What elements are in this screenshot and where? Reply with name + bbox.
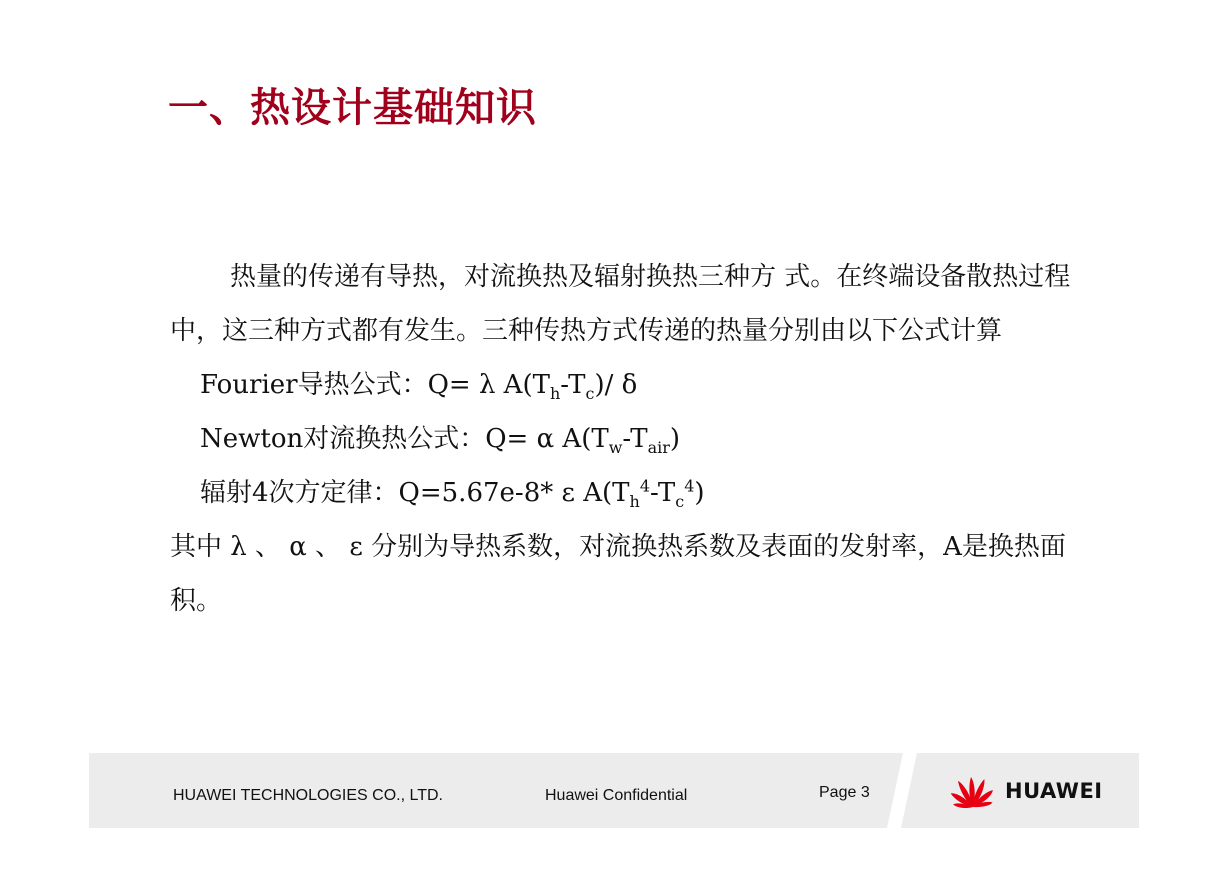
newton-prefix: Newton对流换热公式：Q= α A(T (200, 424, 609, 454)
intro-paragraph: 热量的传递有导热，对流换热及辐射换热三种方 式。在终端设备散热过程中，这三种方式都有发生。三种传热方式传递的热量分别由以下公式计算 (170, 262, 1071, 346)
newton-sub-w: w (608, 438, 623, 458)
radiation-mid: -T (650, 478, 676, 508)
radiation-sub-h: h (629, 492, 640, 512)
radiation-sub-c: c (675, 492, 685, 512)
fourier-suffix: )/ δ (594, 370, 638, 400)
fourier-sub-h: h (549, 384, 561, 404)
huawei-logo (949, 773, 1103, 809)
newton-formula (170, 412, 1090, 466)
footer-company: HUAWEI TECHNOLOGIES CO., LTD. (173, 787, 443, 804)
radiation-sup-1: 4 (639, 476, 651, 496)
radiation-formula (170, 466, 1090, 520)
fourier-formula (170, 358, 1090, 412)
slide-body (170, 250, 1090, 628)
newton-suffix: ) (669, 424, 681, 454)
footer-page-number: Page 3 (819, 784, 870, 801)
newton-sub-air: air (647, 438, 670, 458)
radiation-prefix: 辐射4次方定律：Q=5.67e-8* ε A(T (200, 478, 630, 508)
slide-title: 一、热设计基础知识 (168, 85, 537, 131)
fourier-mid: -T (560, 370, 586, 400)
radiation-sup-2: 4 (684, 476, 695, 496)
footer-bar (89, 753, 1139, 828)
radiation-suffix: ) (694, 478, 705, 508)
explanation-paragraph: 其中 λ 、 α 、 ε 分别为导热系数，对流换热系数及表面的发射率，A是换热面积。 (170, 532, 1066, 616)
footer-divider (887, 753, 917, 828)
newton-mid: -T (622, 424, 648, 454)
fourier-sub-c: c (585, 384, 595, 404)
huawei-petal-icon (949, 773, 997, 809)
footer-confidential: Huawei Confidential (545, 787, 688, 804)
huawei-logo-text: HUAWEI (1005, 779, 1103, 803)
fourier-prefix: Fourier导热公式：Q= λ A(T (200, 370, 550, 400)
